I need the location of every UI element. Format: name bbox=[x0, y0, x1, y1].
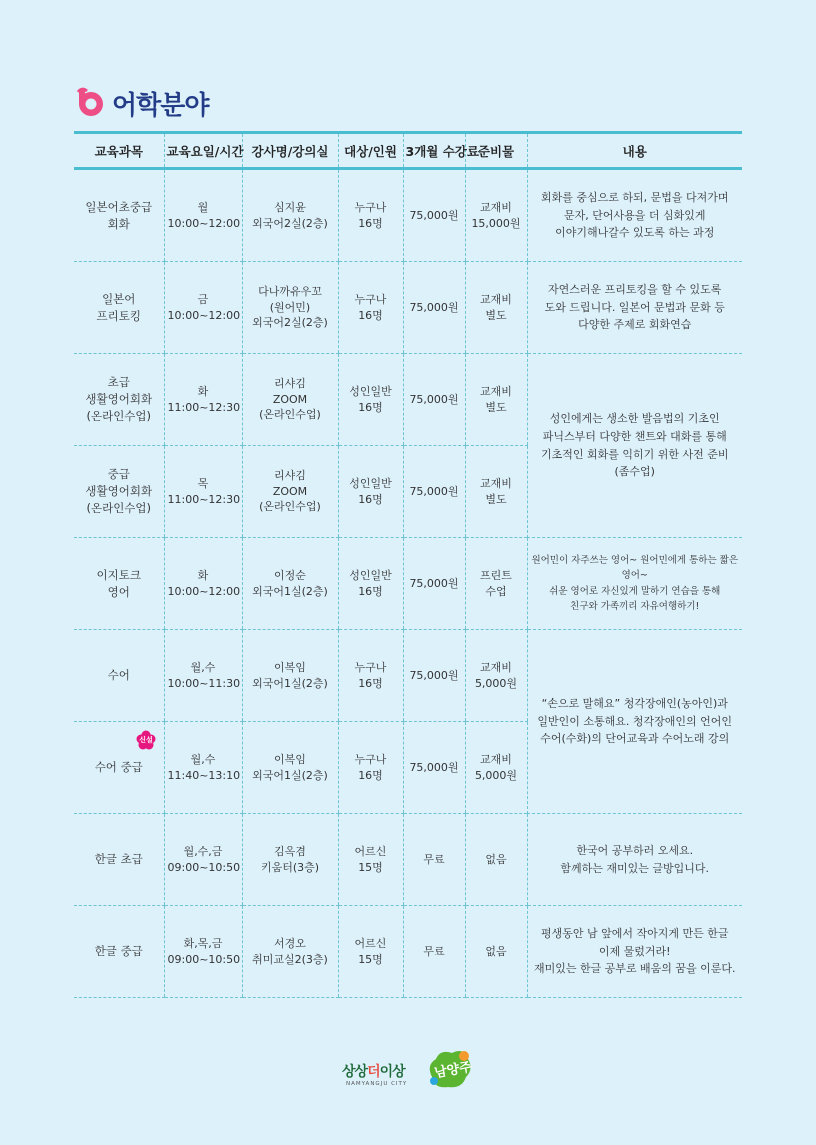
course-table bbox=[74, 131, 742, 998]
teacher-room: 리샤김 ZOOM (온라인수업) bbox=[242, 446, 338, 538]
schedule: 월,수,금 09:00~10:50 bbox=[164, 814, 242, 906]
b-bullet-icon bbox=[74, 86, 108, 120]
teacher-room: 이정순 외국어1실(2층) bbox=[242, 538, 338, 630]
city-slogan: 상상더이상 bbox=[342, 1064, 405, 1080]
teacher-room: 김옥겸 키움터(3층) bbox=[242, 814, 338, 906]
target-capacity: 누구나 16명 bbox=[338, 630, 403, 722]
course-name: 일본어 프리토킹 bbox=[74, 262, 164, 354]
target-capacity: 누구나 16명 bbox=[338, 722, 403, 814]
table-row bbox=[74, 354, 742, 446]
course-name: 일본어초중급 회화 bbox=[74, 169, 164, 262]
section-title bbox=[74, 86, 208, 120]
header-cell: 내용 bbox=[527, 133, 742, 169]
course-description: “손으로 말해요” 청각장애인(농아인)과 일반인이 소통해요. 청각장애인의 언어인 수어(수화)의 단어교육과 수어노래 강의 bbox=[527, 630, 742, 814]
materials: 프린트 수업 bbox=[465, 538, 527, 630]
schedule: 화 11:00~12:30 bbox=[164, 354, 242, 446]
target-capacity: 어르신 15명 bbox=[338, 814, 403, 906]
table-row bbox=[74, 169, 742, 262]
fee: 75,000원 bbox=[403, 169, 465, 262]
table-row bbox=[74, 262, 742, 354]
materials: 교재비 별도 bbox=[465, 262, 527, 354]
course-name: 한글 초급 bbox=[74, 814, 164, 906]
city-name-english: NAMYANGJU CITY bbox=[346, 1081, 408, 1087]
schedule: 화,목,금 09:00~10:50 bbox=[164, 906, 242, 998]
teacher-room: 심지윤 외국어2실(2층) bbox=[242, 169, 338, 262]
fee: 75,000원 bbox=[403, 538, 465, 630]
target-capacity: 어르신 15명 bbox=[338, 906, 403, 998]
fee: 75,000원 bbox=[403, 262, 465, 354]
teacher-room: 다나까유우꼬 (원어민) 외국어2실(2층) bbox=[242, 262, 338, 354]
target-capacity: 성인일반 16명 bbox=[338, 538, 403, 630]
fee: 75,000원 bbox=[403, 722, 465, 814]
target-capacity: 성인일반 16명 bbox=[338, 354, 403, 446]
table-header-row bbox=[74, 133, 742, 169]
course-description: 평생동안 남 앞에서 작아지게 만든 한글 이제 물렀거라! 재미있는 한글 공부로 배움의 꿈을 이룬다. bbox=[527, 906, 742, 998]
target-capacity: 성인일반 16명 bbox=[338, 446, 403, 538]
course-name: 중급 생활영어회화 (온라인수업) bbox=[74, 446, 164, 538]
target-capacity: 누구나 16명 bbox=[338, 169, 403, 262]
header-cell: 준비물 bbox=[465, 133, 527, 169]
fee: 무료 bbox=[403, 906, 465, 998]
section-title-text: 어학분야 bbox=[112, 90, 209, 121]
fee: 75,000원 bbox=[403, 354, 465, 446]
materials: 교재비 5,000원 bbox=[465, 630, 527, 722]
target-capacity: 누구나 16명 bbox=[338, 262, 403, 354]
fee: 75,000원 bbox=[403, 630, 465, 722]
schedule: 화 10:00~12:00 bbox=[164, 538, 242, 630]
header-cell: 교육과목 bbox=[74, 133, 164, 169]
course-name: 신설 수어 중급 bbox=[74, 722, 164, 814]
course-description: 한국어 공부하러 오세요. 함께하는 재미있는 글방입니다. bbox=[527, 814, 742, 906]
fee: 75,000원 bbox=[403, 446, 465, 538]
course-description: 원어민이 자주쓰는 영어~ 원어민에게 통하는 짧은 영어~ 쉬운 영어로 자신있게 말하기 연습을 통해 친구와 가족끼리 자유여행하기! bbox=[527, 538, 742, 630]
materials: 교재비 5,000원 bbox=[465, 722, 527, 814]
materials: 없음 bbox=[465, 814, 527, 906]
teacher-room: 이복임 외국어1실(2층) bbox=[242, 630, 338, 722]
table-row bbox=[74, 538, 742, 630]
new-badge bbox=[136, 730, 156, 750]
header-cell: 3개월 수강료 bbox=[403, 133, 465, 169]
city-logo bbox=[342, 1045, 482, 1095]
header-cell: 대상/인원 bbox=[338, 133, 403, 169]
course-description: 자연스러운 프리토킹을 할 수 있도록 도와 드립니다. 일본어 문법과 문화 등 다양한 주제로 회화연습 bbox=[527, 262, 742, 354]
header-cell: 강사명/강의실 bbox=[242, 133, 338, 169]
course-description: 회화를 중심으로 하되, 문법을 다져가며 문자, 단어사용을 더 심화있게 이야기해나갈수 있도록 하는 과정 bbox=[527, 169, 742, 262]
course-name: 초급 생활영어회화 (온라인수업) bbox=[74, 354, 164, 446]
materials: 교재비 15,000원 bbox=[465, 169, 527, 262]
new-badge-label: 신설 bbox=[139, 736, 153, 744]
materials: 없음 bbox=[465, 906, 527, 998]
course-name: 한글 중급 bbox=[74, 906, 164, 998]
course-name: 수어 bbox=[74, 630, 164, 722]
course-name: 이지토크 영어 bbox=[74, 538, 164, 630]
table-row bbox=[74, 906, 742, 998]
schedule: 목 11:00~12:30 bbox=[164, 446, 242, 538]
materials: 교재비 별도 bbox=[465, 446, 527, 538]
city-name-korean: 남양주 bbox=[433, 1059, 474, 1082]
materials: 교재비 별도 bbox=[465, 354, 527, 446]
schedule: 월,수 10:00~11:30 bbox=[164, 630, 242, 722]
schedule: 월 10:00~12:00 bbox=[164, 169, 242, 262]
fee: 무료 bbox=[403, 814, 465, 906]
schedule: 월,수 11:40~13:10 bbox=[164, 722, 242, 814]
schedule: 금 10:00~12:00 bbox=[164, 262, 242, 354]
header-cell: 교육요일/시간 bbox=[164, 133, 242, 169]
course-description: 성인에게는 생소한 발음법의 기초인 파닉스부터 다양한 챈트와 대화를 통해 기초적인 회화를 익히기 위한 사전 준비 (좀수업) bbox=[527, 354, 742, 538]
table-row bbox=[74, 630, 742, 722]
table-row bbox=[74, 814, 742, 906]
teacher-room: 서경오 취미교실2(3층) bbox=[242, 906, 338, 998]
teacher-room: 이복임 외국어1실(2층) bbox=[242, 722, 338, 814]
teacher-room: 리샤김 ZOOM (온라인수업) bbox=[242, 354, 338, 446]
